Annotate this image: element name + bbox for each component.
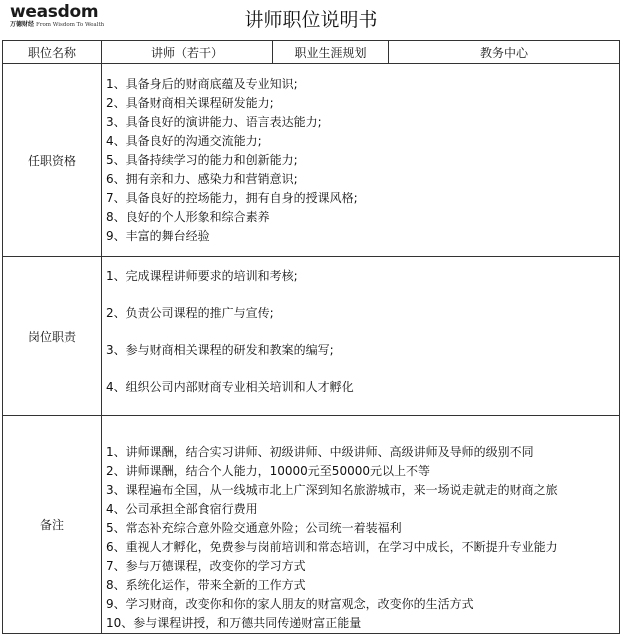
notes-list: [106, 443, 619, 633]
qualifications-label: 任职资格: [3, 64, 102, 257]
career-path-value: 教务中心: [389, 41, 620, 64]
notes-content: [102, 416, 620, 634]
list-item: 3、具备良好的演讲能力、语言表达能力;: [106, 115, 322, 129]
position-name-label: 职位名称: [3, 41, 102, 64]
list-item: 7、具备良好的控场能力，拥有自身的授课风格;: [106, 191, 358, 205]
list-item: 5、常态补充综合意外险交通意外险；公司统一着装福利: [106, 521, 402, 535]
logo-tagline-en: From Wisdom To Wealth: [36, 22, 105, 28]
list-item: 4、公司承担全部食宿行费用: [106, 502, 258, 516]
list-item: 6、重视人才孵化，免费参与岗前培训和常态培训，在学习中成长，不断提升专业能力: [106, 540, 558, 554]
notes-label: 备注: [3, 416, 102, 634]
table-header-row: [3, 41, 620, 64]
career-path-label: 职业生涯规划: [273, 41, 389, 64]
list-item: 9、丰富的舞台经验: [106, 229, 210, 243]
document-title: 讲师职位说明书: [244, 9, 378, 31]
qualifications-content: [102, 64, 620, 257]
duties-row: [3, 257, 620, 416]
list-item: 2、具备财商相关课程研发能力;: [106, 96, 274, 110]
duties-label: 岗位职责: [3, 257, 102, 416]
logo-wordmark: weasdom: [10, 2, 99, 22]
list-item: 3、课程遍布全国，从一线城市北上广深到知名旅游城市，来一场说走就走的财商之旅: [106, 483, 558, 497]
list-item: 8、系统化运作，带来全新的工作方式: [106, 578, 306, 592]
list-item: 10、参与课程讲授，和万德共同传递财富正能量: [106, 616, 362, 630]
list-item: 2、讲师课酬，结合个人能力，10000元至50000元以上不等: [106, 464, 430, 478]
notes-row: [3, 416, 620, 634]
list-item: 4、组织公司内部财商专业相关培训和人才孵化: [106, 380, 354, 394]
job-description-table: [2, 40, 620, 634]
list-item: 1、完成课程讲师要求的培训和考核;: [106, 269, 298, 283]
list-item: 3、参与财商相关课程的研发和教案的编写;: [106, 343, 334, 357]
list-item: 7、参与万德课程，改变你的学习方式: [106, 559, 306, 573]
logo-tagline-cn: 万德财经: [10, 21, 35, 28]
list-item: 8、良好的个人形象和综合素养: [106, 210, 270, 224]
list-item: 2、负责公司课程的推广与宣传;: [106, 306, 274, 320]
duties-content: [102, 257, 620, 416]
list-item: 1、讲师课酬，结合实习讲师、初级讲师、中级讲师、高级讲师及导师的级别不同: [106, 445, 534, 459]
list-item: 6、拥有亲和力、感染力和营销意识;: [106, 172, 298, 186]
qualifications-list: [106, 75, 619, 246]
duties-list: [106, 267, 619, 415]
document-header: [0, 0, 622, 40]
list-item: 1、具备身后的财商底蕴及专业知识;: [106, 77, 298, 91]
list-item: 9、学习财商，改变你和你的家人朋友的财富观念，改变你的生活方式: [106, 597, 474, 611]
position-name-value: 讲师（若干）: [102, 41, 273, 64]
list-item: 4、具备良好的沟通交流能力;: [106, 134, 262, 148]
list-item: 5、具备持续学习的能力和创新能力;: [106, 153, 298, 167]
qualifications-row: [3, 64, 620, 257]
